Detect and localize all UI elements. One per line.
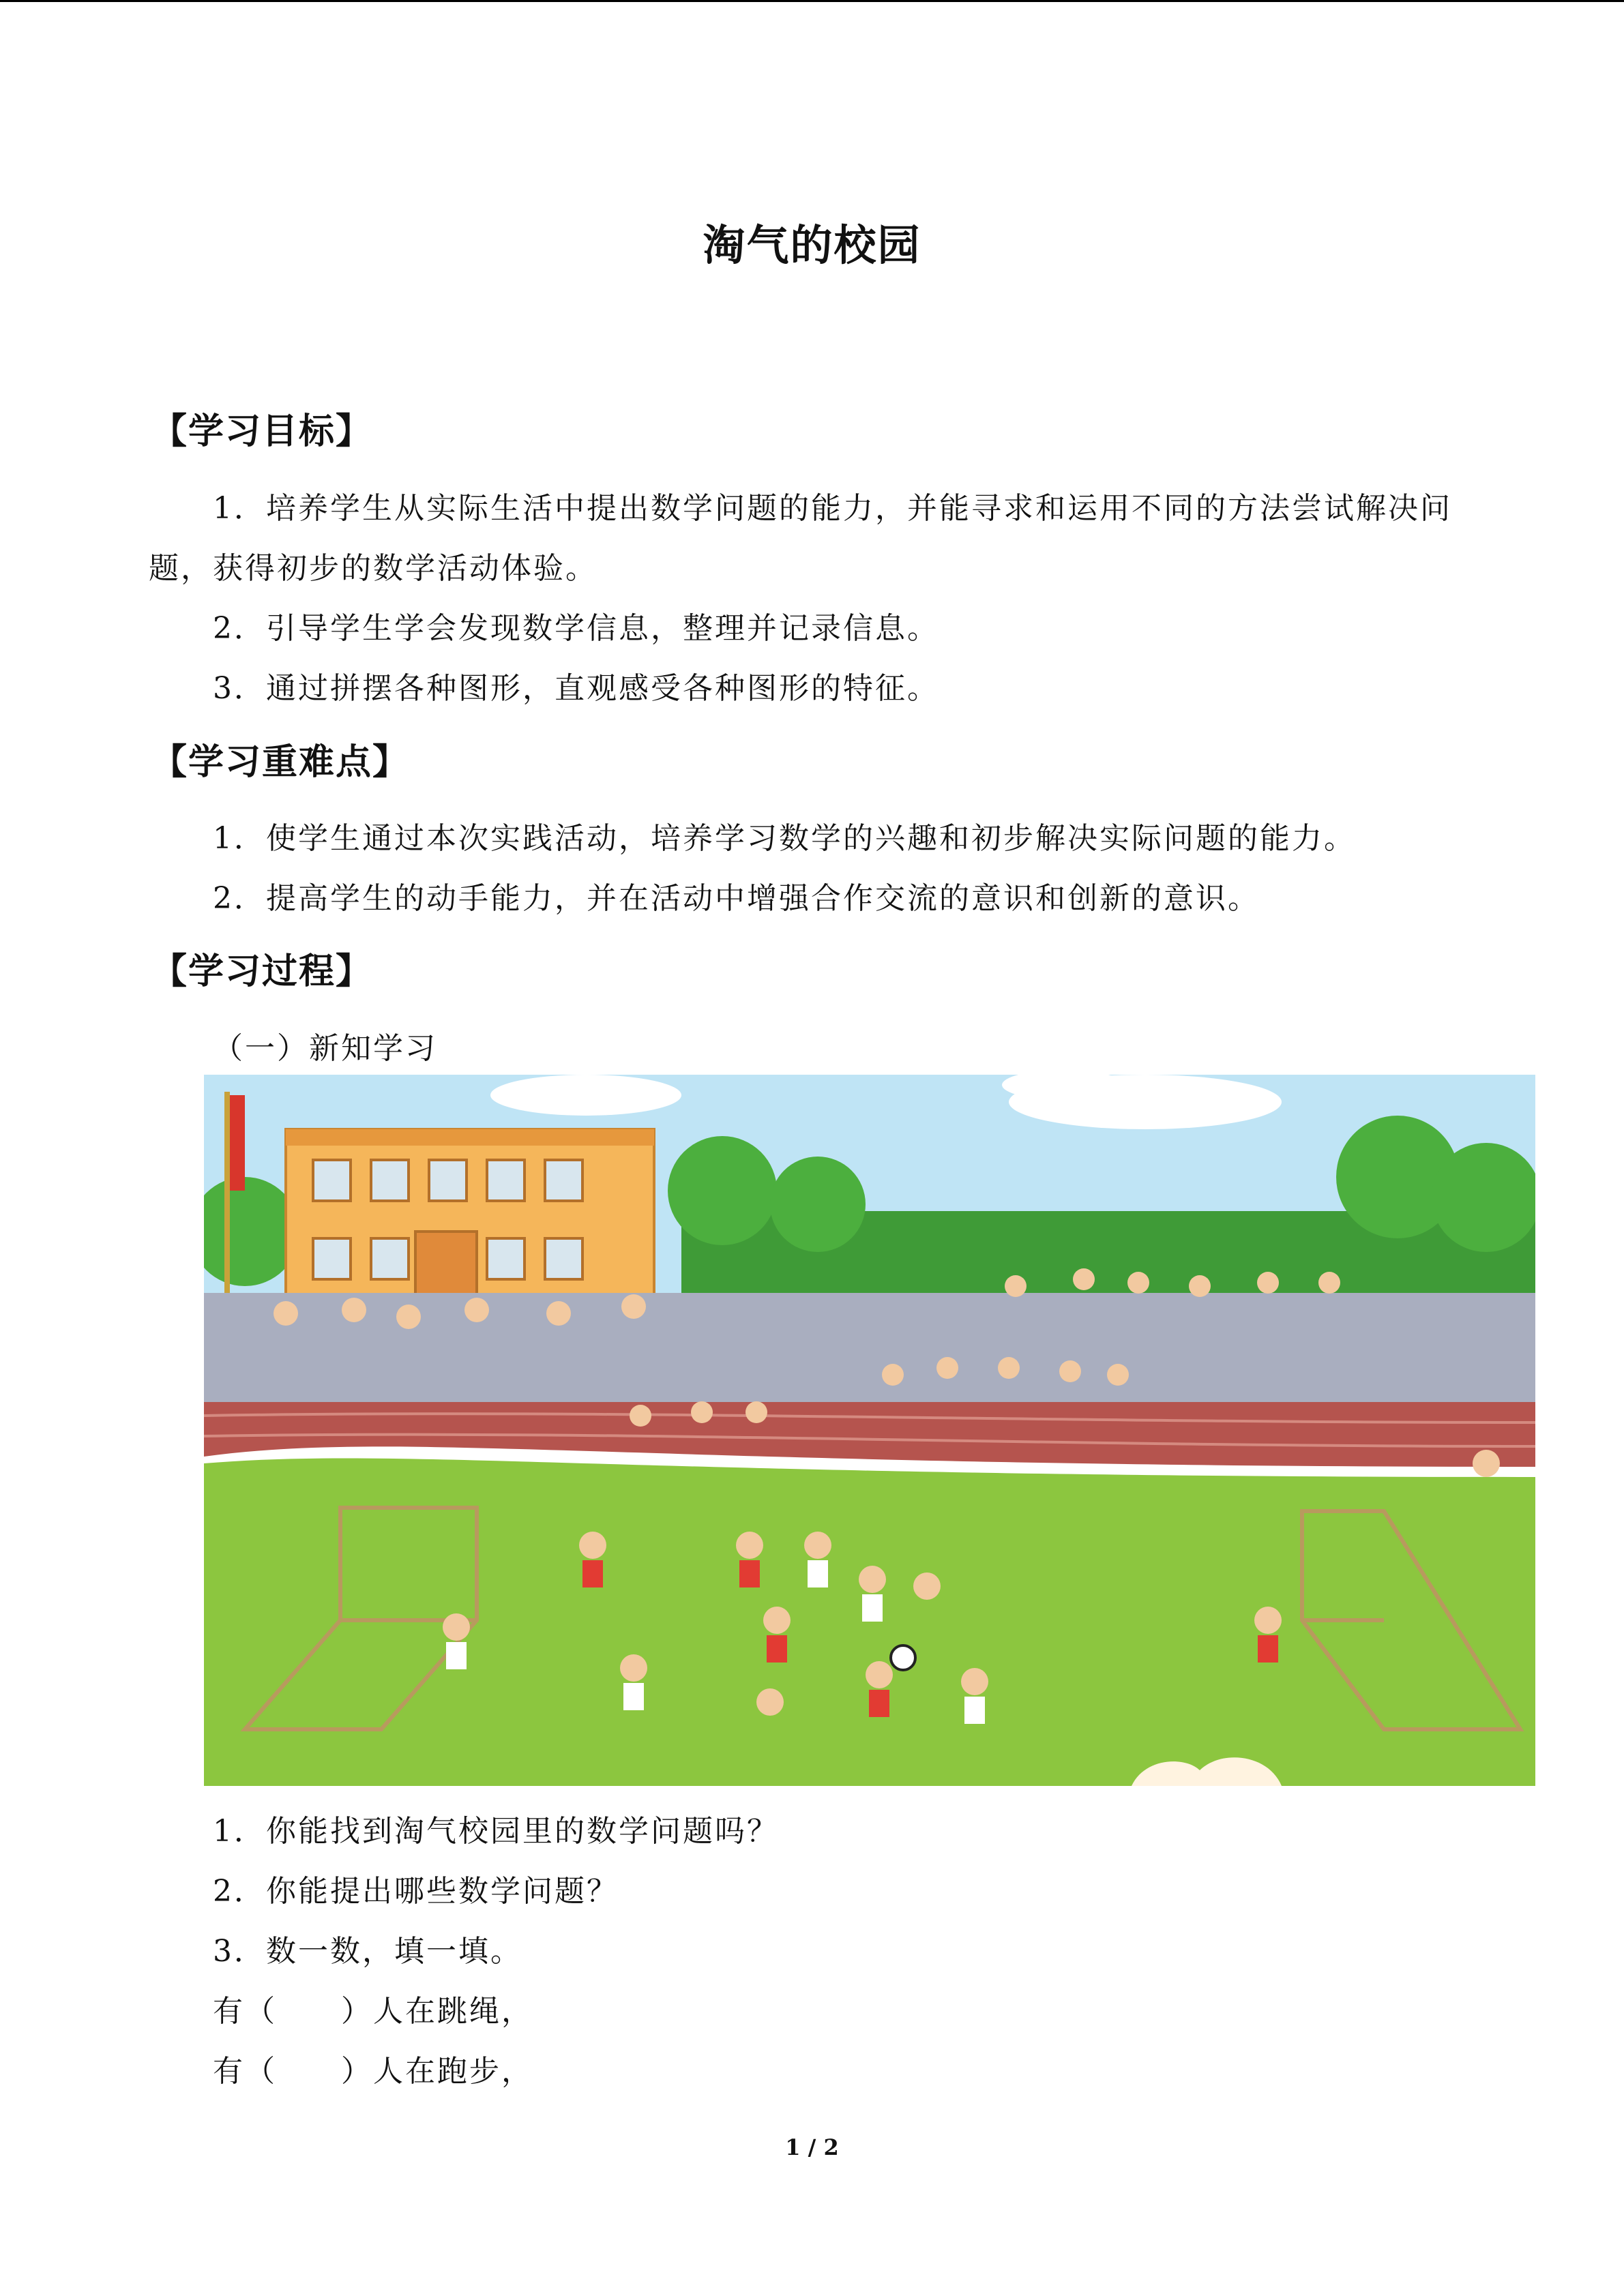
key-point-2: 2．提高学生的动手能力，并在活动中增强合作交流的意识和创新的意识。 [213, 881, 1260, 916]
question-3: 3．数一数，填一填。 [213, 1934, 522, 1969]
page-title: 淘气的校园 [703, 220, 921, 270]
key-point-1: 1．使学生通过本次实践活动，培养学习数学的兴趣和初步解决实际问题的能力。 [213, 821, 1356, 856]
page-number: 1 / 2 [785, 2134, 839, 2160]
objective-2: 2．引导学生学会发现数学信息，整理并记录信息。 [213, 611, 939, 646]
tree [770, 1157, 866, 1252]
objective-1-line-1: 1．培养学生从实际生活中提出数学问题的能力，并能寻求和运用不同的方法尝试解决问 [213, 491, 1452, 526]
building-roof [286, 1129, 654, 1146]
subheading-new-knowledge: （一）新知学习 [213, 1031, 437, 1066]
heading-objectives: 【学习目标】 [151, 411, 373, 452]
fill-blank-running: 有（ ）人在跑步， [213, 2054, 533, 2089]
objective-3: 3．通过拼摆各种图形，直观感受各种图形的特征。 [213, 671, 939, 706]
question-1: 1．你能找到淘气校园里的数学问题吗？ [213, 1814, 779, 1849]
fill-blank-jump-rope: 有（ ）人在跳绳， [213, 1994, 533, 2029]
objective-1-line-2: 题，获得初步的数学活动体验。 [149, 551, 597, 586]
question-2: 2．你能提出哪些数学问题？ [213, 1874, 619, 1909]
flag [230, 1095, 245, 1191]
heading-key-points: 【学习重难点】 [151, 742, 410, 783]
top-border [0, 0, 1624, 2]
campus-illustration [204, 1075, 1535, 1786]
cloud [490, 1075, 681, 1116]
soccer-ball [891, 1645, 915, 1670]
tree [668, 1136, 777, 1245]
heading-process: 【学习过程】 [151, 951, 373, 992]
